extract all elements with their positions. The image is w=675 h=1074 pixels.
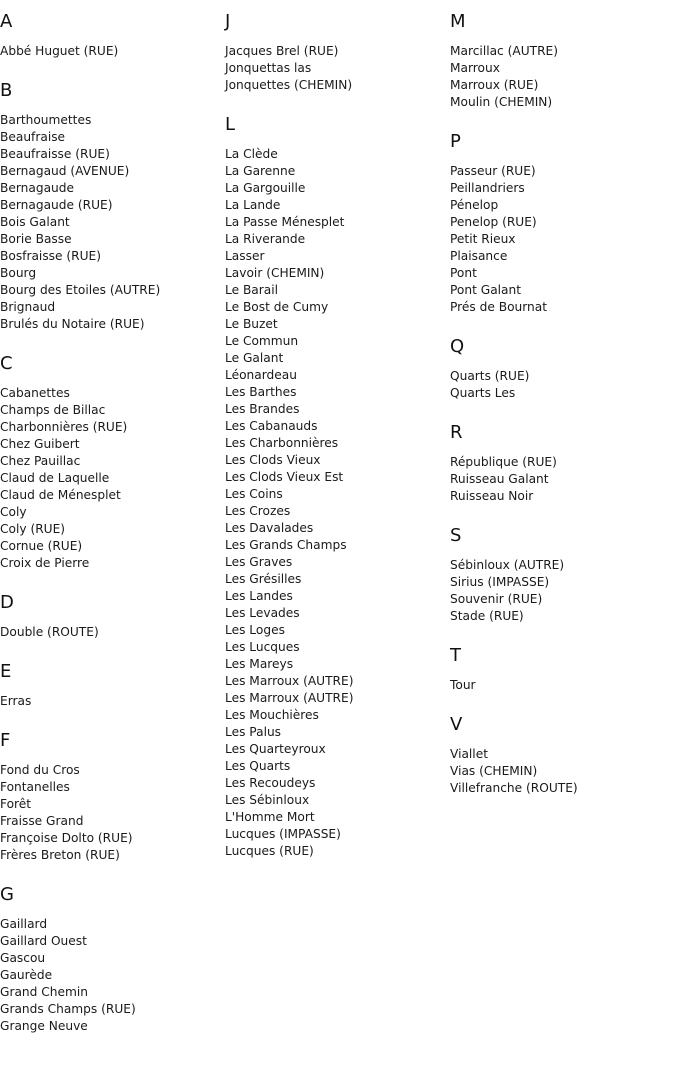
street-link[interactable]: Beaufraisse (RUE) (0, 147, 110, 161)
letter-heading: Q (450, 336, 465, 357)
street-list (225, 146, 450, 860)
street-link[interactable]: La Gargouille (225, 181, 306, 195)
street-link[interactable]: Les Marroux (AUTRE) (225, 691, 354, 705)
street-link[interactable]: Les Quarts (225, 759, 291, 773)
letter-group (450, 336, 675, 402)
letter-group (450, 645, 675, 694)
letter-group (225, 11, 450, 94)
street-link[interactable]: Le Barail (225, 283, 279, 297)
street-link[interactable]: Les Grands Champs (225, 538, 347, 552)
letter-heading: E (0, 661, 12, 682)
street-link[interactable]: Viallet (450, 747, 488, 761)
street-link[interactable]: Bosfraisse (RUE) (0, 249, 101, 263)
street-link[interactable]: Coly (0, 505, 27, 519)
street-list (0, 916, 225, 1035)
street-list (0, 624, 225, 641)
street-link[interactable]: Les Mareys (225, 657, 294, 671)
street-link[interactable]: Moulin (CHEMIN) (450, 95, 553, 109)
street-link[interactable]: Les Landes (225, 589, 293, 603)
street-link[interactable]: Bourg des Etoiles (AUTRE) (0, 283, 161, 297)
index-column (450, 11, 675, 817)
letter-group (0, 661, 225, 710)
street-link[interactable]: Bernagaud (AVENUE) (0, 164, 130, 178)
street-link[interactable]: Croix de Pierre (0, 556, 90, 570)
street-link[interactable]: Jacques Brel (RUE) (225, 44, 339, 58)
street-link[interactable]: Forêt (0, 797, 32, 811)
street-link[interactable]: Le Commun (225, 334, 299, 348)
street-link[interactable]: Marcillac (AUTRE) (450, 44, 559, 58)
street-link[interactable]: Villefranche (ROUTE) (450, 781, 578, 795)
street-link[interactable]: Brignaud (0, 300, 56, 314)
street-link[interactable]: Plaisance (450, 249, 508, 263)
street-link[interactable]: Bourg (0, 266, 37, 280)
street-link[interactable]: Borie Basse (0, 232, 72, 246)
letter-group (0, 592, 225, 641)
letter-heading: C (0, 353, 13, 374)
letter-group (450, 525, 675, 625)
index-column (225, 11, 450, 880)
letter-heading: R (450, 422, 463, 443)
street-link[interactable]: Penelop (RUE) (450, 215, 537, 229)
street-link[interactable]: Les Mouchières (225, 708, 319, 722)
letter-heading: J (225, 11, 231, 32)
street-link[interactable]: Le Bost de Cumy (225, 300, 329, 314)
street-link[interactable]: Jonquettes (CHEMIN) (225, 78, 353, 92)
street-link[interactable]: Lucques (IMPASSE) (225, 827, 341, 841)
street-link[interactable]: Souvenir (RUE) (450, 592, 543, 606)
street-link[interactable]: Les Lucques (225, 640, 300, 654)
street-link[interactable]: Lavoir (CHEMIN) (225, 266, 325, 280)
street-link[interactable]: Erras (0, 694, 32, 708)
street-link[interactable]: Quarts Les (450, 386, 516, 400)
street-link[interactable]: Chez Pauillac (0, 454, 81, 468)
street-link[interactable]: Le Galant (225, 351, 284, 365)
letter-group (0, 353, 225, 572)
street-link[interactable]: Les Cabanauds (225, 419, 318, 433)
index-column (0, 11, 225, 1055)
street-link[interactable]: Abbé Huguet (RUE) (0, 44, 119, 58)
street-link[interactable]: Gaillard (0, 917, 48, 931)
street-link[interactable]: La Clède (225, 147, 278, 161)
street-link[interactable]: Grange Neuve (0, 1019, 88, 1033)
street-link[interactable]: Gaurède (0, 968, 53, 982)
street-link[interactable]: Bernagaude (RUE) (0, 198, 113, 212)
street-link[interactable]: Les Sébinloux (225, 793, 310, 807)
street-link[interactable]: Tour (450, 678, 476, 692)
street-link[interactable]: Le Buzet (225, 317, 278, 331)
street-link[interactable]: Claud de Ménesplet (0, 488, 121, 502)
street-list (450, 368, 675, 402)
street-link[interactable]: Frères Breton (RUE) (0, 848, 120, 862)
letter-heading: S (450, 525, 462, 546)
letter-heading: A (0, 11, 13, 32)
street-link[interactable]: Les Coins (225, 487, 283, 501)
street-link[interactable]: Barthoumettes (0, 113, 92, 127)
street-link[interactable]: Sirius (IMPASSE) (450, 575, 550, 589)
street-link[interactable]: Les Marroux (AUTRE) (225, 674, 354, 688)
street-link[interactable]: Les Grésilles (225, 572, 302, 586)
street-link[interactable]: Marroux (450, 61, 500, 75)
street-link[interactable]: Grand Chemin (0, 985, 88, 999)
letter-heading: B (0, 80, 13, 101)
street-list (225, 43, 450, 94)
street-link[interactable]: La Lande (225, 198, 281, 212)
street-link[interactable]: Gascou (0, 951, 46, 965)
letter-heading: P (450, 131, 461, 152)
street-link[interactable]: Peillandriers (450, 181, 525, 195)
street-link[interactable]: Les Loges (225, 623, 285, 637)
street-link[interactable]: Les Graves (225, 555, 293, 569)
street-link[interactable]: Les Clods Vieux (225, 453, 321, 467)
street-link[interactable]: Françoise Dolto (RUE) (0, 831, 133, 845)
street-link[interactable]: Grands Champs (RUE) (0, 1002, 136, 1016)
street-list (0, 43, 225, 60)
street-link[interactable]: La Garenne (225, 164, 296, 178)
letter-group (0, 80, 225, 333)
street-list (450, 43, 675, 111)
street-link[interactable]: Les Davalades (225, 521, 314, 535)
street-link[interactable]: Cornue (RUE) (0, 539, 83, 553)
letter-heading: T (450, 645, 461, 666)
street-link[interactable]: Brulés du Notaire (RUE) (0, 317, 145, 331)
street-link[interactable]: Bois Galant (0, 215, 70, 229)
street-list (450, 163, 675, 316)
letter-heading: D (0, 592, 14, 613)
street-link[interactable]: Stade (RUE) (450, 609, 524, 623)
letter-heading: F (0, 730, 11, 751)
street-link[interactable]: Petit Rieux (450, 232, 516, 246)
letter-group (0, 884, 225, 1035)
street-link[interactable]: Claud de Laquelle (0, 471, 110, 485)
letter-group (450, 714, 675, 797)
letter-group (0, 11, 225, 60)
street-link[interactable]: République (RUE) (450, 455, 557, 469)
street-link[interactable]: Fond du Cros (0, 763, 80, 777)
street-link[interactable]: Marroux (RUE) (450, 78, 539, 92)
street-link[interactable]: Les Brandes (225, 402, 300, 416)
street-link[interactable]: Les Charbonnières (225, 436, 339, 450)
street-link[interactable]: Pont (450, 266, 477, 280)
street-link[interactable]: Bernagaude (0, 181, 75, 195)
street-link[interactable]: Lucques (RUE) (225, 844, 314, 858)
street-link[interactable]: Fraisse Grand (0, 814, 84, 828)
street-link[interactable]: Vias (CHEMIN) (450, 764, 538, 778)
street-link[interactable]: L'Homme Mort (225, 810, 315, 824)
letter-group (450, 11, 675, 111)
street-list (450, 677, 675, 694)
street-link[interactable]: Léonardeau (225, 368, 297, 382)
street-link[interactable]: Les Quarteyroux (225, 742, 326, 756)
street-list (450, 746, 675, 797)
street-link[interactable]: Les Crozes (225, 504, 291, 518)
street-link[interactable]: Beaufraise (0, 130, 66, 144)
street-link[interactable]: La Riverande (225, 232, 306, 246)
letter-group (450, 422, 675, 505)
street-link[interactable]: Ruisseau Noir (450, 489, 534, 503)
street-link[interactable]: Passeur (RUE) (450, 164, 536, 178)
letter-group (450, 131, 675, 316)
street-link[interactable]: Chez Guibert (0, 437, 80, 451)
letter-heading: G (0, 884, 14, 905)
street-link[interactable]: Les Levades (225, 606, 300, 620)
street-list (0, 112, 225, 333)
street-link[interactable]: Les Palus (225, 725, 282, 739)
street-link[interactable]: Les Clods Vieux Est (225, 470, 344, 484)
street-link[interactable]: Jonquettas las (225, 61, 312, 75)
street-link[interactable]: Coly (RUE) (0, 522, 66, 536)
street-list (450, 557, 675, 625)
street-link[interactable]: Cabanettes (0, 386, 70, 400)
letter-heading: M (450, 11, 466, 32)
letter-group (0, 730, 225, 864)
street-link[interactable]: Gaillard Ouest (0, 934, 87, 948)
street-link[interactable]: Lasser (225, 249, 265, 263)
letter-group (225, 114, 450, 860)
street-link[interactable]: La Passe Ménesplet (225, 215, 345, 229)
street-link[interactable]: Pénelop (450, 198, 499, 212)
street-link[interactable]: Sébinloux (AUTRE) (450, 558, 565, 572)
street-link[interactable]: Les Recoudeys (225, 776, 316, 790)
letter-heading: L (225, 114, 236, 135)
street-link[interactable]: Double (ROUTE) (0, 625, 99, 639)
street-link[interactable]: Prés de Bournat (450, 300, 548, 314)
street-link[interactable]: Charbonnières (RUE) (0, 420, 128, 434)
street-link[interactable]: Ruisseau Galant (450, 472, 549, 486)
street-list (0, 693, 225, 710)
street-link[interactable]: Champs de Billac (0, 403, 106, 417)
letter-heading: V (450, 714, 463, 735)
street-link[interactable]: Fontanelles (0, 780, 70, 794)
street-list (450, 454, 675, 505)
street-list (0, 385, 225, 572)
street-link[interactable]: Pont Galant (450, 283, 522, 297)
street-link[interactable]: Quarts (RUE) (450, 369, 530, 383)
street-link[interactable]: Les Barthes (225, 385, 297, 399)
street-list (0, 762, 225, 864)
